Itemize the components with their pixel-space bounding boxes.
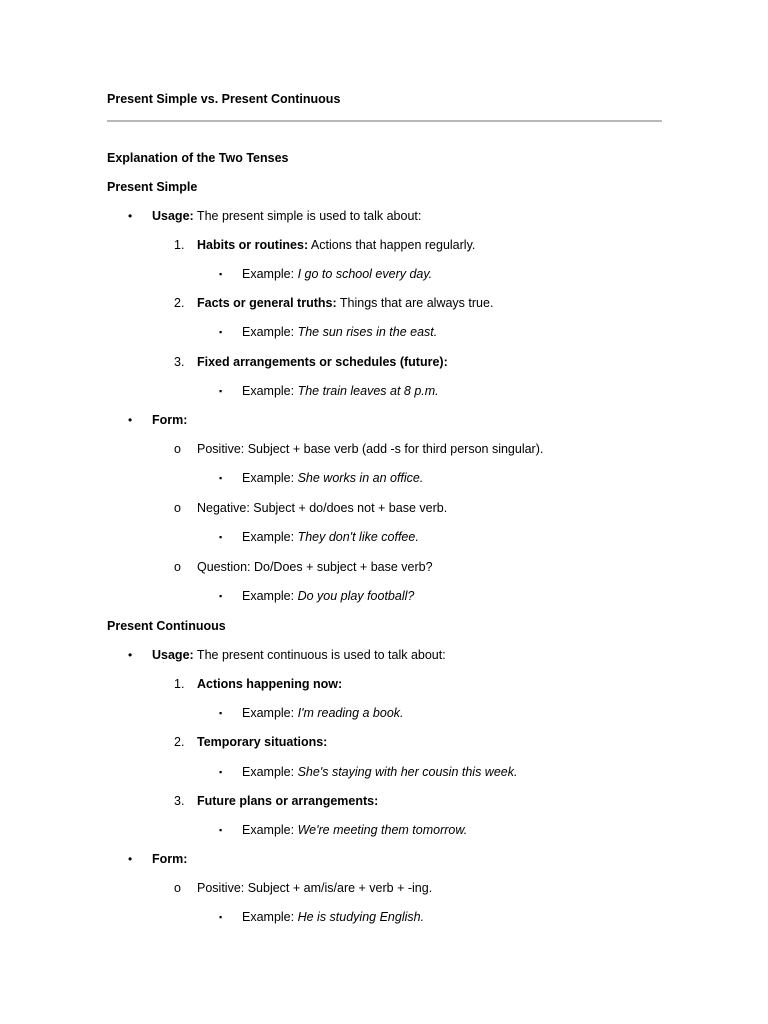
ps-usage-item [197,238,475,252]
ps-form-example [242,530,419,544]
example-label: Example: [242,706,298,720]
pc-usage-number: 3. [174,794,185,808]
ps-usage-item-label: Fixed arrangements or schedules (future): [197,355,448,369]
ps-form-line [152,413,187,427]
example-label: Example: [242,765,298,779]
example-text: Do you play football? [297,589,415,603]
square-bullet-icon: ▪ [219,767,223,777]
example-label: Example: [242,325,298,339]
pc-form-line [152,852,187,866]
bullet-icon: • [128,209,133,223]
square-bullet-icon: ▪ [219,532,223,542]
title-divider [107,120,662,122]
ps-form-item: Negative: Subject + do/does not + base verb. [197,501,448,515]
pc-usage-label: Usage: [152,648,194,662]
square-bullet-icon: ▪ [219,473,223,483]
pc-usage-number: 2. [174,735,185,749]
ps-usage-item-label: Facts or general truths: [197,296,337,310]
ps-usage-example [242,384,439,398]
square-bullet-icon: ▪ [219,386,223,396]
ps-usage-label: Usage: [152,209,194,223]
document-title: Present Simple vs. Present Continuous [107,92,341,106]
pc-usage-number: 1. [174,677,185,691]
example-text: I go to school every day. [297,267,433,281]
ps-usage-item-label: Habits or routines: [197,238,309,252]
example-label: Example: [242,530,298,544]
ps-usage-item [197,296,493,310]
pc-usage-item [197,794,378,808]
ps-usage-number: 2. [174,296,185,310]
square-bullet-icon: ▪ [219,269,223,279]
pc-usage-item-label: Future plans or arrangements: [197,794,379,808]
ps-form-item: Question: Do/Does + subject + base verb? [197,560,433,574]
ps-form-label: Form: [152,413,188,427]
example-label: Example: [242,384,298,398]
example-text: We're meeting them tomorrow. [297,823,468,837]
bullet-icon: • [128,648,133,662]
square-bullet-icon: ▪ [219,825,223,835]
example-text: They don't like coffee. [297,530,419,544]
circle-bullet-icon: o [174,442,181,456]
present-continuous-heading: Present Continuous [107,619,226,633]
pc-usage-item [197,735,327,749]
pc-usage-item-label: Temporary situations: [197,735,328,749]
bullet-icon: • [128,852,133,866]
example-text: She's staying with her cousin this week. [297,765,518,779]
square-bullet-icon: ▪ [219,708,223,718]
example-label: Example: [242,589,298,603]
example-text: He is studying English. [297,910,425,924]
pc-usage-text: The present continuous is used to talk about: [193,648,446,662]
ps-usage-example [242,325,437,339]
section-heading: Explanation of the Two Tenses [107,151,289,165]
ps-usage-number: 1. [174,238,185,252]
square-bullet-icon: ▪ [219,912,223,922]
circle-bullet-icon: o [174,881,181,895]
example-label: Example: [242,910,298,924]
example-label: Example: [242,267,298,281]
pc-form-label: Form: [152,852,188,866]
example-text: I'm reading a book. [297,706,404,720]
pc-usage-example [242,706,404,720]
ps-usage-text: The present simple is used to talk about: [193,209,422,223]
square-bullet-icon: ▪ [219,591,223,601]
ps-usage-item-text: Actions that happen regularly. [308,238,476,252]
pc-usage-item-label: Actions happening now: [197,677,343,691]
ps-usage-example [242,267,432,281]
pc-usage-line [152,648,446,662]
example-text: The train leaves at 8 p.m. [297,384,439,398]
example-text: The sun rises in the east. [297,325,438,339]
pc-usage-example [242,765,517,779]
example-text: She works in an office. [297,471,424,485]
pc-usage-item [197,677,342,691]
square-bullet-icon: ▪ [219,327,223,337]
ps-usage-item-text: Things that are always true. [336,296,494,310]
pc-form-example [242,910,424,924]
ps-usage-item [197,355,448,369]
bullet-icon: • [128,413,133,427]
ps-usage-number: 3. [174,355,185,369]
circle-bullet-icon: o [174,501,181,515]
pc-usage-example [242,823,467,837]
present-simple-heading: Present Simple [107,180,198,194]
ps-usage-line [152,209,421,223]
ps-form-example [242,589,414,603]
pc-form-item: Positive: Subject + am/is/are + verb + -ing. [197,881,433,895]
example-label: Example: [242,471,298,485]
ps-form-example [242,471,423,485]
circle-bullet-icon: o [174,560,181,574]
ps-form-item: Positive: Subject + base verb (add -s for third person singular). [197,442,544,456]
example-label: Example: [242,823,298,837]
